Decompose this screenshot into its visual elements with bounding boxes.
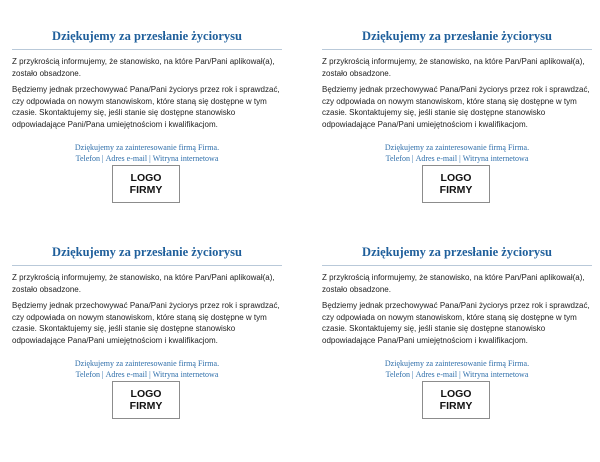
separator: |	[411, 154, 414, 163]
separator: |	[459, 370, 461, 379]
separator: |	[101, 154, 104, 163]
separator: |	[459, 154, 461, 163]
company-logo-placeholder	[422, 381, 490, 419]
card-paragraph-2: Będziemy jednak przechowywać Pana/Pani życiorys przez rok i sprawdzać, czy odpowiada on nowym stanowiskom, które staną się dostępne w tym czasie. Skontaktujemy się, jeśli stanie się dostępne stanowisko odpowiadające Pana/Pani umiejętnościom i kwalifikacjom.	[12, 301, 280, 345]
logo-text-line-1: LOGO	[440, 172, 472, 184]
email-label: Adres e-mail	[415, 154, 458, 163]
logo-text-line-2: FIRMY	[439, 400, 473, 412]
separator: |	[149, 370, 151, 379]
phone-label: Telefon	[385, 154, 410, 163]
thanks-line: Dziękujemy za zainteresowanie firmą Firma.	[384, 359, 530, 368]
thanks-line: Dziękujemy za zainteresowanie firmą Firma.	[74, 359, 220, 368]
card-title: Dziękujemy za przesłanie życiorysu	[52, 245, 242, 259]
phone-label: Telefon	[75, 154, 100, 163]
contact-line	[322, 153, 592, 164]
separator: |	[149, 154, 151, 163]
website-label: Witryna internetowa	[462, 370, 529, 379]
email-label: Adres e-mail	[105, 154, 148, 163]
phone-label: Telefon	[75, 370, 100, 379]
title-divider	[322, 265, 592, 266]
separator: |	[101, 370, 104, 379]
card-paragraph-1: Z przykrością informujemy, że stanowisko, na które Pan/Pani aplikował(a), zostało obsadzone.	[322, 273, 585, 294]
website-label: Witryna internetowa	[462, 154, 529, 163]
logo-text-line-1: LOGO	[440, 388, 472, 400]
card-footer	[12, 358, 282, 380]
card-paragraph-2: Będziemy jednak przechowywać Pana/Pani życiorys przez rok i sprawdzać, czy odpowiada on nowym stanowiskom, które staną się dostępne w tym czasie. Skontaktujemy się, jeśli stanie się dostępne stanowisko odpowiadające Pana/Pani umiejętnościom i kwalifikacjom.	[322, 301, 590, 345]
phone-label: Telefon	[385, 370, 410, 379]
card-paragraph-1: Z przykrością informujemy, że stanowisko, na które Pan/Pani aplikował(a), zostało obsadzone.	[322, 57, 585, 78]
rejection-card-bottom-left	[12, 244, 282, 434]
card-footer	[12, 142, 282, 164]
card-title: Dziękujemy za przesłanie życiorysu	[362, 245, 552, 259]
card-footer	[322, 358, 592, 380]
card-paragraph-2: Będziemy jednak przechowywać Pana/Pani życiorys przez rok i sprawdzać, czy odpowiada on nowym stanowiskom, które staną się dostępne w tym czasie. Skontaktujemy się, jeśli stanie się dostępne stanowisko odpowiadające Pani/Pana umiejętnościom i kwalifikacjom.	[12, 85, 280, 129]
logo-text-line-2: FIRMY	[129, 400, 163, 412]
rejection-card-top-left	[12, 28, 282, 218]
title-divider	[12, 265, 282, 266]
logo-text-line-1: LOGO	[130, 172, 162, 184]
card-footer	[322, 142, 592, 164]
thanks-line: Dziękujemy za zainteresowanie firmą Firma.	[74, 143, 220, 152]
thanks-line: Dziękujemy za zainteresowanie firmą Firma.	[384, 143, 530, 152]
company-logo-placeholder	[112, 165, 180, 203]
card-paragraph-2: Będziemy jednak przechowywać Pana/Pani życiorys przez rok i sprawdzać, czy odpowiada on nowym stanowiskom, które staną się dostępne w tym czasie. Skontaktujemy się, jeśli stanie się dostępne stanowisko odpowiadające Pana/Pani umiejętnościom i kwalifikacjom.	[322, 85, 590, 129]
card-title: Dziękujemy za przesłanie życiorysu	[362, 29, 552, 43]
rejection-card-bottom-right	[322, 244, 592, 434]
contact-line	[12, 153, 282, 164]
contact-line	[322, 369, 592, 380]
logo-text-line-2: FIRMY	[129, 184, 163, 196]
company-logo-placeholder	[112, 381, 180, 419]
card-paragraph-1: Z przykrością informujemy, że stanowisko, na które Pan/Pani aplikował(a), zostało obsadzone.	[12, 273, 275, 294]
email-label: Adres e-mail	[415, 370, 458, 379]
separator: |	[411, 370, 414, 379]
logo-text-line-1: LOGO	[130, 388, 162, 400]
email-label: Adres e-mail	[105, 370, 148, 379]
company-logo-placeholder	[422, 165, 490, 203]
logo-text-line-2: FIRMY	[439, 184, 473, 196]
title-divider	[12, 49, 282, 50]
contact-line	[12, 369, 282, 380]
card-title: Dziękujemy za przesłanie życiorysu	[52, 29, 242, 43]
rejection-card-top-right	[322, 28, 592, 218]
title-divider	[322, 49, 592, 50]
card-paragraph-1: Z przykrością informujemy, że stanowisko, na które Pan/Pani aplikował(a), zostało obsadzone.	[12, 57, 275, 78]
website-label: Witryna internetowa	[152, 370, 219, 379]
website-label: Witryna internetowa	[152, 154, 219, 163]
